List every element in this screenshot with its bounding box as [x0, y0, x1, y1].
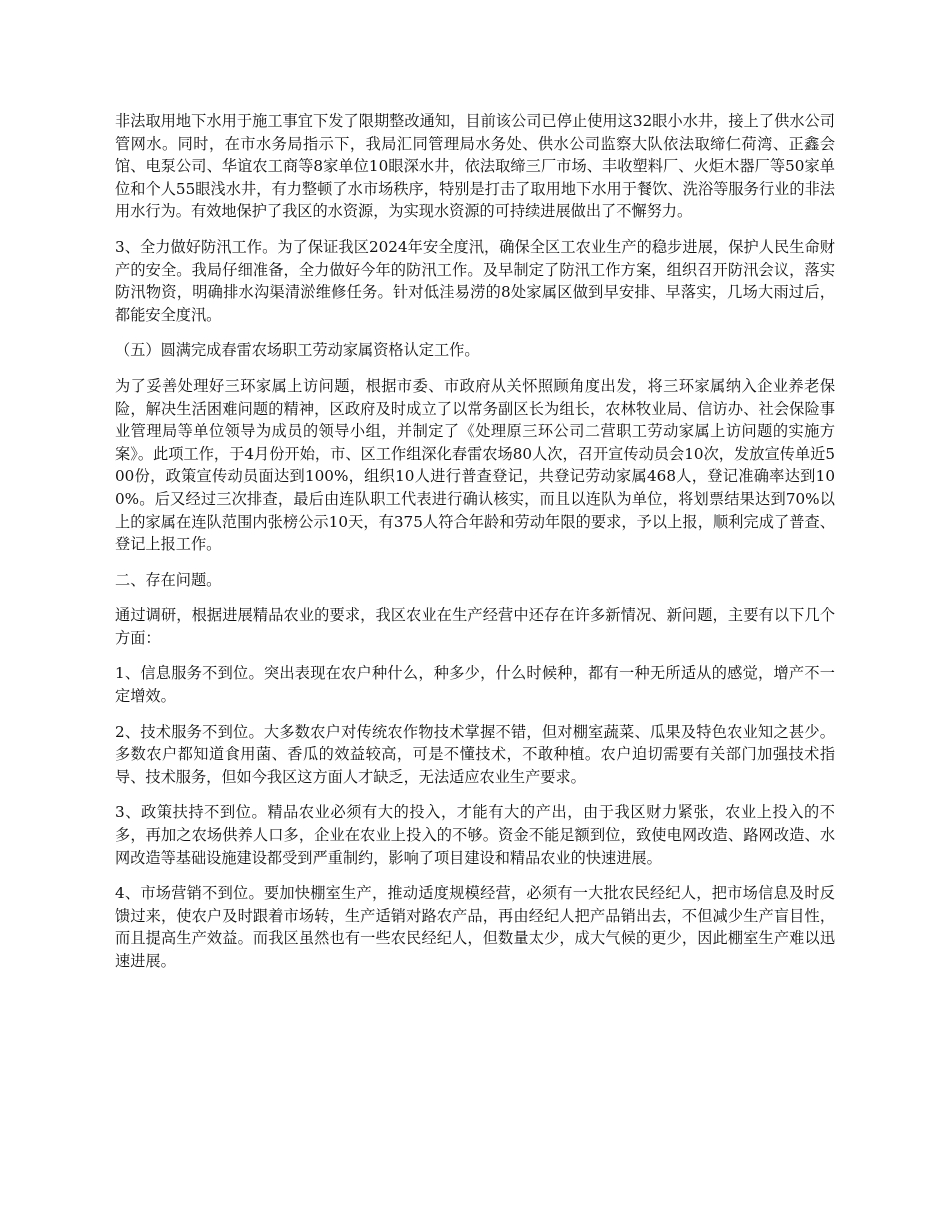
document-body	[115, 110, 835, 986]
paragraph-market-sales: 4、市场营销不到位。要加快棚室生产，推动适度规模经营，必须有一大批农民经纪人，把市场信息及时反馈过来，使农户及时跟着市场转，生产适销对路农产品，再由经纪人把产品销出去，不但减少生产盲目性，而且提高生产效益。而我区虽然也有一些农民经纪人，但数量太少，成大气候的更少，因此棚室生产难以迅速进展。	[115, 884, 835, 970]
paragraph-family-qualification: 为了妥善处理好三环家属上访问题，根据市委、市政府从关怀照顾角度出发，将三环家属纳入企业养老保险，解决生活困难问题的精神，区政府及时成立了以常务副区长为组长，农林牧业局、信访办、社会保险事业管理局等单位领导为成员的领导小组，并制定了《处理原三环公司二营职工劳动家属上访问题的实施方案》。此项工作，于4月份开始，市、区工作组深化春雷农场80人次，召开宣传动员会10次，发放宣传单近500份，政策宣传动员面达到100%，组织10人进行普查登记，共登记劳动家属468人，登记准确率达到100%。后又经过三次排查，最后由连队职工代表进行确认核实，而且以连队为单位，将划票结果达到70%以上的家属在连队范围内张榜公示10天，有375人符合年龄和劳动年限的要求，予以上报，顺利完成了普查、登记上报工作。	[115, 376, 835, 554]
paragraph-policy-support: 3、政策扶持不到位。精品农业必须有大的投入，才能有大的产出，由于我区财力紧张，农业上投入的不多，再加之农场供养人口多，企业在农业上投入的不够。资金不能足额到位，致使电网改造、路网改造、水网改造等基础设施建设都受到严重制约，影响了项目建设和精品农业的快速进展。	[115, 803, 835, 867]
section-heading-five: （五）圆满完成春雷农场职工劳动家属资格认定工作。	[115, 341, 480, 360]
paragraph-flood-control: 3、全力做好防汛工作。为了保证我区2024年安全度汛，确保全区工农业生产的稳步进展，保护人民生命财产的安全。我局仔细准备，全力做好今年的防汛工作。及早制定了防汛工作方案，组织召开防汛会议，落实防汛物资，明确排水沟渠清淤维修任务。针对低洼易涝的8处家属区做到早安排、早落实，几场大雨过后，都能安全度汛。	[115, 237, 835, 324]
paragraph-water-rectification: 非法取用地下水用于施工事宜下发了限期整改通知，目前该公司已停止使用这32眼小水井，接上了供水公司管网水。同时，在市水务局指示下，我局汇同管理局水务处、供水公司监察大队依法取缔仁荷湾、正鑫会馆、电泵公司、华谊农工商等8家单位10眼深水井，依法取缔三厂市场、丰收塑料厂、火炬木器厂等50家单位和个人55眼浅水井，有力整顿了水市场秩序，特别是打击了取用地下水用于餐饮、洗浴等服务行业的非法用水行为。有效地保护了我区的水资源，为实现水资源的可持续进展做出了不懈努力。	[115, 112, 835, 221]
paragraph-info-service: 1、信息服务不到位。突出表现在农户种什么，种多少，什么时候种，都有一种无所适从的感觉，增产不一定增效。	[115, 664, 835, 706]
section-heading-problems: 二、存在问题。	[115, 570, 222, 589]
paragraph-problems-intro: 通过调研，根据进展精品农业的要求，我区农业在生产经营中还存在许多新情况、新问题，主要有以下几个方面：	[115, 606, 835, 647]
paragraph-tech-service: 2、技术服务不到位。大多数农户对传统农作物技术掌握不错，但对棚室蔬菜、瓜果及特色农业知之甚少。多数农户都知道食用菌、香瓜的效益较高，可是不懂技术，不敢种植。农户迫切需要有关部门加强技术指导、技术服务，但如今我区这方面人才缺乏，无法适应农业生产要求。	[115, 722, 835, 786]
